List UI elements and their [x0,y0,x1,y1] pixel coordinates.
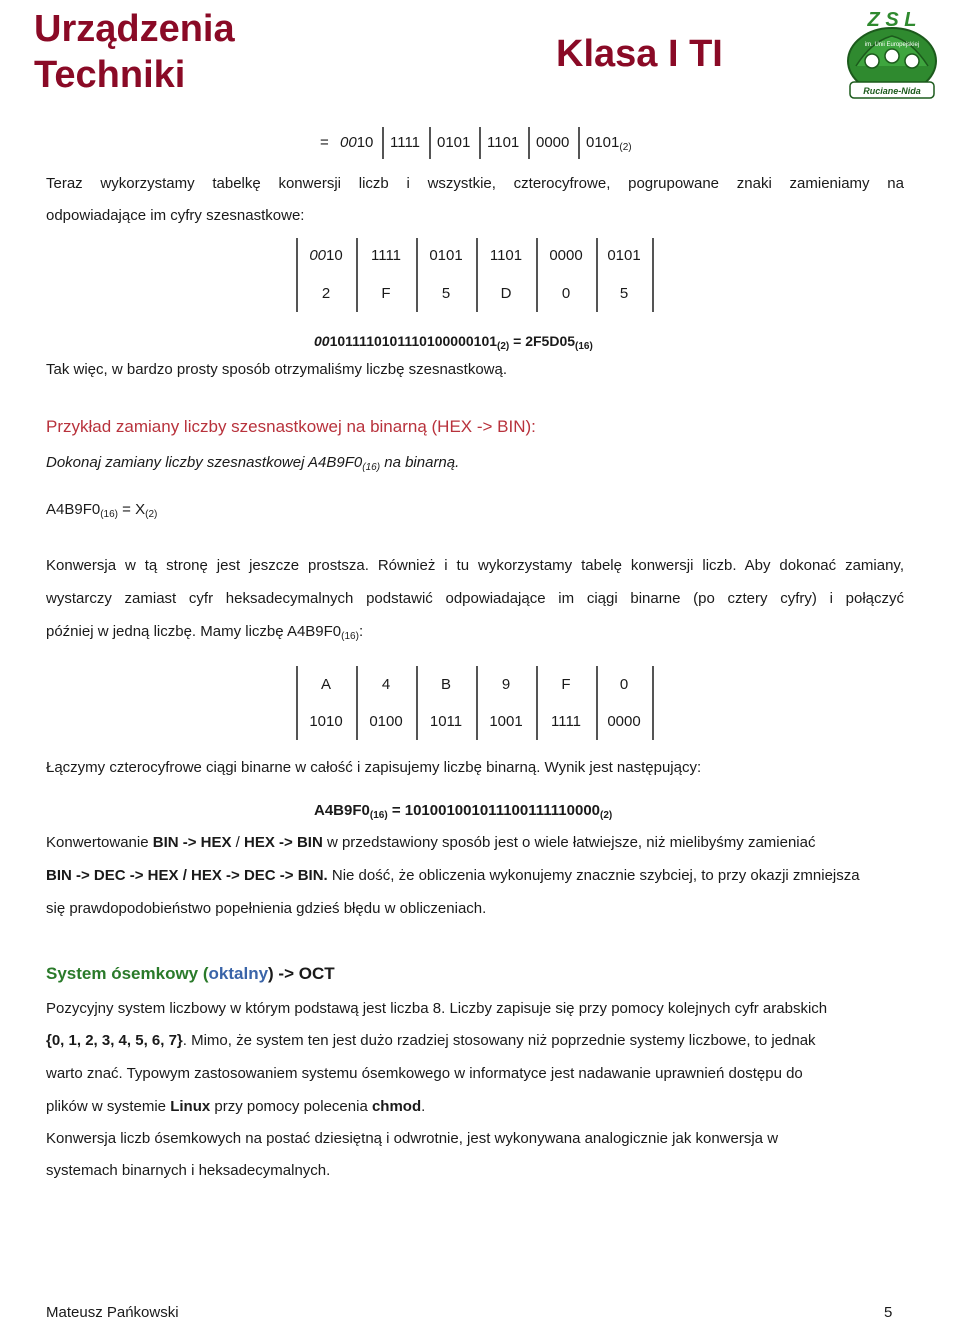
divider [578,127,580,159]
table-cell: 1001 [489,713,523,730]
table-border [356,238,358,312]
table-cell: 0010 [309,247,343,264]
table-border [296,238,298,312]
top-group-4: 0000 [536,134,570,151]
header-title: Urządzenia Techniki [34,8,235,96]
paragraph-line: Teraz wykorzystamy tabelkę konwersji liczb i wszystkie, czterocyfrowe, pogrupowane znaki zamieniamy na [46,175,904,192]
paragraph-line: się prawdopodobieństwo popełnienia gdzieś błędu w obliczeniach. [46,900,487,917]
table-border [416,238,418,312]
table-cell: 0000 [607,713,641,730]
table-cell: 0101 [607,247,641,264]
paragraph-line: później w jedną liczbę. Mamy liczbę $A4B9F0_{(16)}$: [46,623,364,642]
top-group-0: 0010 [340,134,374,151]
paragraph-line: Tak więc, w bardzo prosty sposób otrzymaliśmy liczbę szesnastkową. [46,361,508,378]
table-border [476,666,478,740]
table-cell: 1101 [489,247,523,264]
paragraph-line: Konwertowanie BIN -> HEX / HEX -> BIN w przedstawiony sposób jest o wiele łatwiejsze, niż mielibyśmy zamieniać [46,834,816,851]
paragraph-line: odpowiadające im cyfry szesnastkowe: [46,207,305,224]
task-text: Dokonaj zamiany liczby szesnastkowej $A4B9F0_{(16)}$ na binarną. [46,454,460,473]
footer-author: Mateusz Pańkowski [46,1304,179,1321]
table-cell: 5 [619,285,629,302]
table-border [356,666,358,740]
divider [479,127,481,159]
table-cell: 0101 [429,247,463,264]
divider [382,127,384,159]
table-cell: F [561,676,571,693]
paragraph-line: Pozycyjny system liczbowy w którym podstawą jest liczba 8. Liczby zapisuje się przy pomocy kolejnych cyfr arabskich [46,1000,828,1017]
logo-top-text: Z S L [867,9,917,31]
table-cell: 0100 [369,713,403,730]
table-cell: 0000 [549,247,583,264]
paragraph-line: warto znać. Typowym zastosowaniem systemu ósemkowego w informatyce jest nadawanie uprawnień dostępu do [46,1065,803,1082]
divider [528,127,530,159]
top-group-2: 0101 [437,134,471,151]
table-border [296,666,298,740]
table-cell: 1111 [370,247,402,264]
table-cell: 1010 [309,713,343,730]
table-cell: 1011 [429,713,463,730]
logo-arc-text: im. Unii Europejskiej [864,42,920,48]
paragraph-line: Konwersja liczb ósemkowych na postać dziesiętną i odwrotnie, jest wykonywana analogicznie jak konwersja w [46,1130,779,1147]
top-group-1: 1111 [390,134,421,151]
table-cell: F [381,285,391,302]
table-border [416,666,418,740]
table-cell: 1111 [550,713,582,730]
table-cell: 2 [321,285,331,302]
table-border [652,238,654,312]
table-cell: 0 [619,676,629,693]
section-heading-hex-to-bin: Przykład zamiany liczby szesnastkowej na binarną (HEX -> BIN): [46,417,536,436]
paragraph-line: Łączymy czterocyfrowe ciągi binarne w całość i zapisujemy liczbę binarną. Wynik jest następujący: [46,759,702,776]
section-heading-octal: System ósemkowy (oktalny) -> OCT [46,964,335,983]
table-border [536,238,538,312]
table-border [596,666,598,740]
table-cell: 0 [561,285,571,302]
logo-bottom-text: Ruciane-Nida [863,86,921,96]
equation: $A4B9F0_{(16)} = X_{(2)}$ [46,501,158,520]
divider [429,127,431,159]
paragraph-line: Konwersja w tą stronę jest jeszcze prostsza. Również i tu wykorzystamy tabelę konwersji liczb. Aby dokonać zamiany, [46,557,904,574]
equals-sign: = [320,134,329,151]
paragraph-line: {0, 1, 2, 3, 4, 5, 6, 7}. Mimo, że system ten jest dużo rzadziej stosowany niż poprzednie systemy liczbowe, to jednak [46,1032,816,1049]
table-cell: 5 [441,285,451,302]
school-logo [842,6,942,100]
table-border [596,238,598,312]
paragraph-line: plików w systemie Linux przy pomocy polecenia chmod. [46,1098,426,1115]
table-cell: 9 [501,676,511,693]
table-border [476,238,478,312]
result-hex-to-bin: $A4B9F0_{(16)} = 101001001011100111110000_{(2)}$ [314,802,613,821]
top-group-3: 1101 [487,134,520,151]
table-cell: A [320,676,331,693]
table-cell: D [500,285,512,302]
top-group-5: $0101_{(2)}$ [586,134,632,153]
table-cell: B [440,676,451,693]
table-border [536,666,538,740]
page-number: 5 [884,1304,893,1321]
paragraph-line: wystarczy zamiast cyfr heksadecymalnych podstawić odpowiadające im ciągi binarne (po cztery cyfry) i połączyć [46,590,904,607]
header-class: Klasa I TI [556,33,723,75]
table-border [652,666,654,740]
table-cell: 4 [381,676,391,693]
result-bin-to-hex: $001011110101110100000101_{(2)} = 2F5D05_{(16)}$ [314,333,593,352]
paragraph-line: BIN -> DEC -> HEX / HEX -> DEC -> BIN. Nie dość, że obliczenia wykonujemy znacznie szybciej, to przy okazji zmniejsza [46,867,860,884]
paragraph-line: systemach binarnych i heksadecymalnych. [46,1162,331,1179]
